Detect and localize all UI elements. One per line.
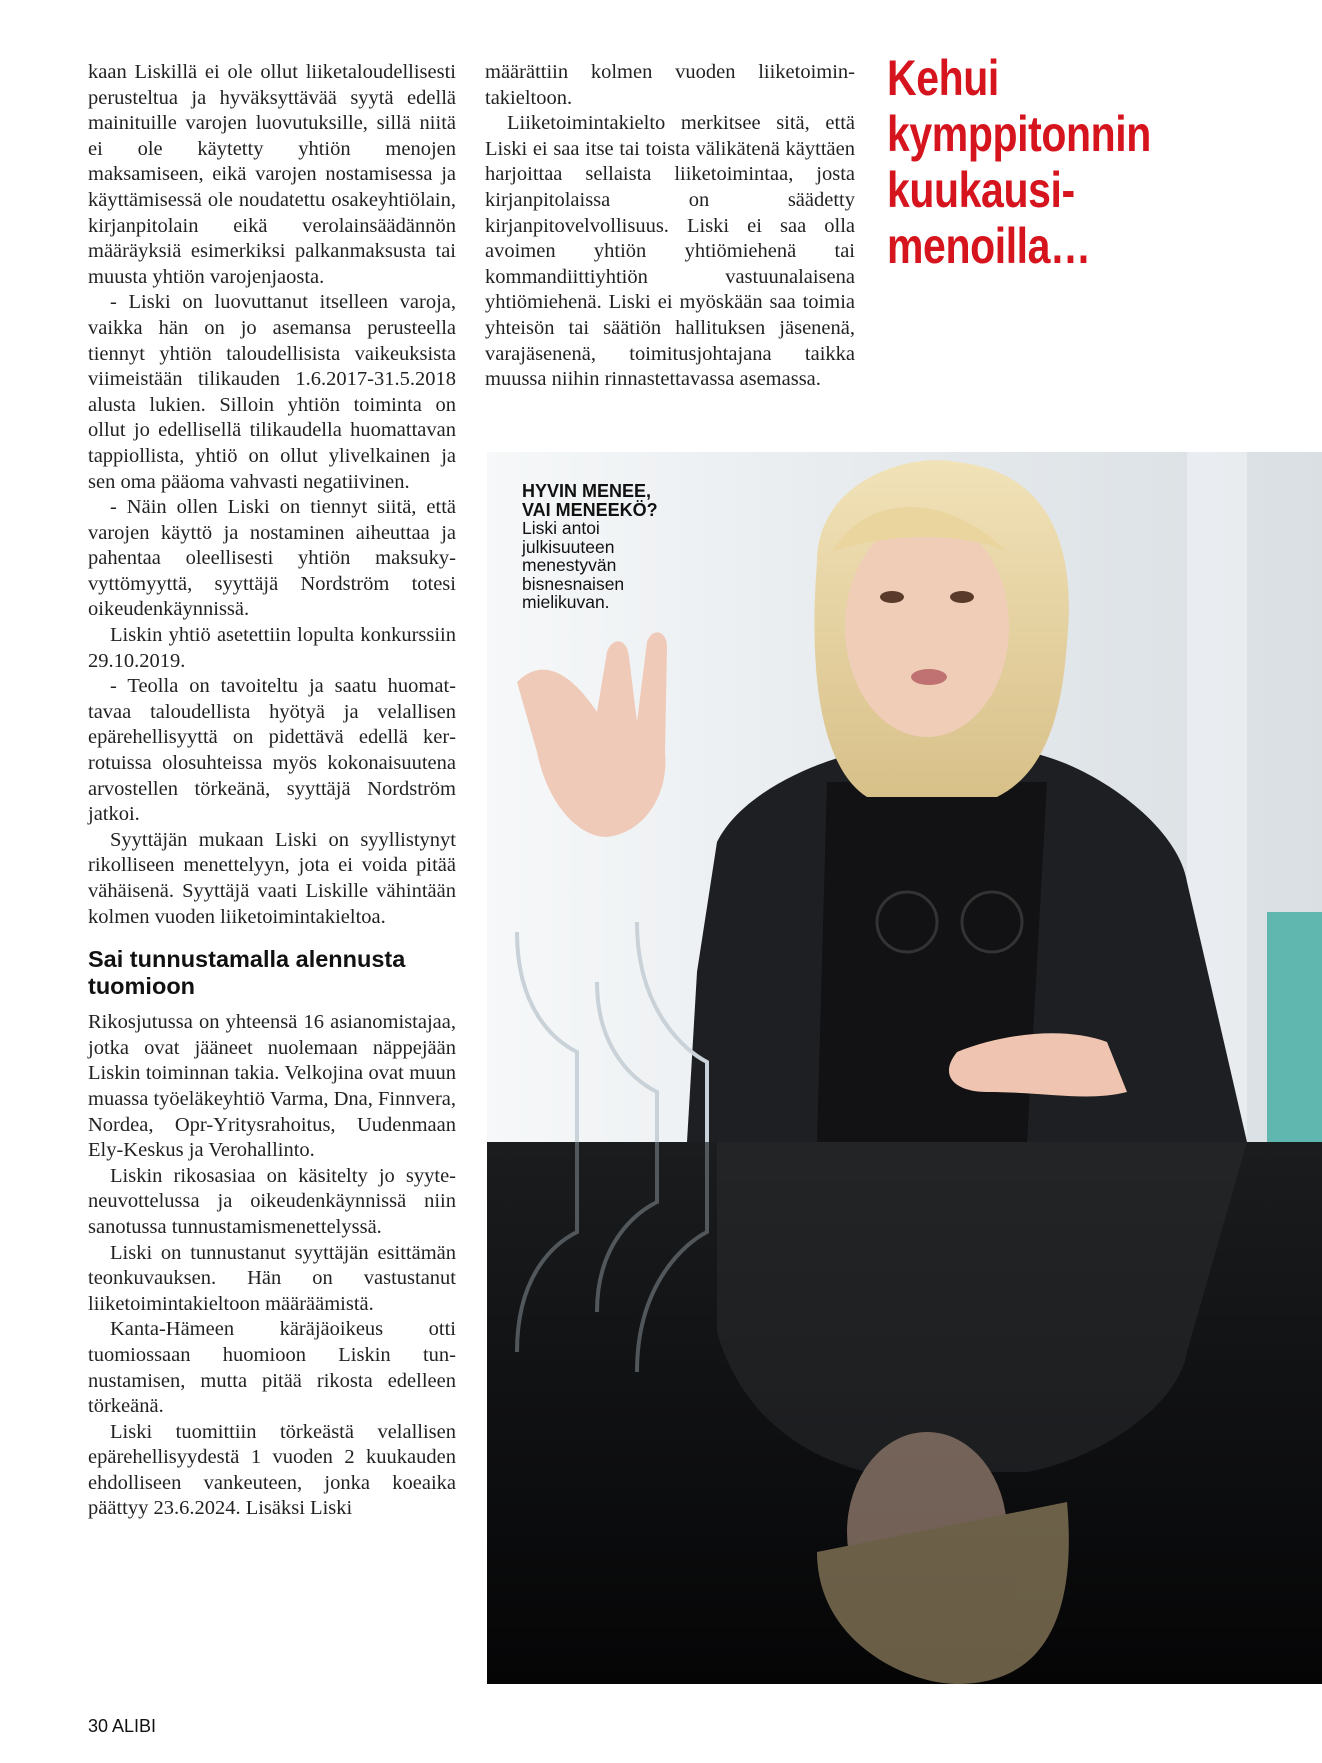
caption-body-line: bisnesnaisen: [522, 573, 625, 594]
face: [845, 517, 1009, 737]
headline-line: Kehui: [887, 50, 999, 106]
body-paragraph: - Teolla on tavoiteltu ja saatu huomattavaa taloudellista hyötyä ja velallisen epärehellisyyttä on pidettävä edellä kerrotuissa olosuhteissa myös kokonaisuutena arvostellen törkeänä, syyttäjä Nordström jatkoi.: [88, 675, 456, 826]
article-column-2: [485, 60, 855, 393]
portrait-photo: [487, 452, 1322, 1684]
caption-title-line: HYVIN MENEE,: [522, 481, 652, 501]
photo-caption: [522, 482, 692, 612]
body-paragraph: määrättiin kolmen vuoden liiketoimintakieltoon.: [485, 61, 855, 109]
caption-title-line: VAI MENEEKÖ?: [522, 499, 658, 520]
headline: [887, 50, 1231, 274]
body-paragraph: Rikosjutussa on yhteensä 16 asianomistajaa, jotka ovat jääneet nuolemaan näppejään Liskin toiminnan takia. Velkojina ovat muun muassa työeläkeyhtiö Varma, Dna, Finnvera, Nordea, Opr-Yritysrahoitus, Uudenmaan Ely-Keskus ja Verohallinto.: [88, 1011, 456, 1162]
subheading: Sai tunnustamalla alennusta tuomioon: [88, 946, 406, 1000]
headline-line: menoilla…: [887, 218, 1091, 274]
headline-line: kymppitonnin: [887, 106, 1151, 162]
body-paragraph: Syyttäjän mukaan Liski on syyllistynyt rikolliseen menettelyyn, jota ei voida pitää vähäisenä. Syyttäjä vaati Liskille vähintään kolmen vuoden liiketoimintakieltoa.: [88, 828, 456, 928]
body-paragraph: kaan Liskillä ei ole ollut liiketaloudellisesti perusteltua ja hyväksyttävää syytä edellä mainituille varojen luovutuksille, sillä niitä ei ole käytetty yhtiön menojen maksamiseen, eikä varojen nostamisessa ja käyttämisessä ole noudatettu osakeyhtiölain, kirjanpitolain eikä verolainsäädännön määräyksiä esimerkiksi palkanmaksusta tai muusta yhtiön varojenjaosta.: [88, 61, 456, 288]
body-paragraph: Kanta-Hämeen käräjäoikeus otti tuomiossaan huomioon Liskin tunnustamisen, mutta pitää rikosta edelleen törkeänä.: [88, 1318, 456, 1418]
body-paragraph: Liiketoimintakielto merkitsee sitä, että Liski ei saa itse tai toista välikätenä käyttäen harjoittaa sellaista liiketoimintaa, josta kirjanpitolaissa on säädetty kirjanpitovelvollisuus. Liski ei saa olla avoimen yhtiön yhtiömiehenä tai kommandiittiyhtiön vastuunalaisena yhtiömiehenä. Liski ei myöskään saa toimia yhteisön tai säätiön hallituksen jäsenenä, varajäsenenä, toimitusjohtajana taikka muussa niihin rinnastettavassa asemassa.: [485, 112, 855, 391]
body-paragraph: Liski on tunnustanut syyttäjän esittämän teonkuvauksen. Hän on vastustanut liiketoimintakieltoon määräämistä.: [88, 1241, 456, 1315]
body-paragraph: - Näin ollen Liski on tiennyt siitä, että varojen käyttö ja nostaminen aiheuttaa ja pahentaa oleellisesti yhtiön maksukyvyttömyyttä, syyttäjä Nordström totesi oikeudenkäynnissä.: [88, 496, 456, 621]
caption-body-line: julkisuuteen: [522, 536, 615, 557]
caption-body-line: Liski antoi: [522, 518, 600, 538]
body-paragraph: Liskin rikosasiaa on käsitelty jo syyteneuvottelussa ja oikeudenkäynnissä niin sanotussa tunnustamismenettelyssä.: [88, 1164, 456, 1238]
body-paragraph: Liskin yhtiö asetettiin lopulta konkurssiin 29.10.2019.: [88, 624, 456, 672]
caption-body-line: mielikuvan.: [522, 592, 610, 612]
caption-body-line: menestyvän: [522, 555, 617, 575]
page-folio: 30 ALIBI: [88, 1716, 157, 1736]
article-column-1: [88, 60, 456, 1522]
body-paragraph: Liski tuomittiin törkeästä velallisen epärehellisyydestä 1 vuoden 2 kuukauden ehdolliseen vankeuteen, jonka koeaika päättyy 23.6.2024. Lisäksi Liski: [88, 1420, 456, 1520]
body-paragraph: - Liski on luovuttanut itselleen varoja, vaikka hän on jo asemansa perusteella tiennyt yhtiön taloudellisista vaikeuksista viimeistään tilikauden 1.6.2017-31.5.2018 alusta lukien. Silloin yhtiön toiminta on ollut jo edellisellä tilikaudella huomattavan tappiollista, yhtiö on ollut ylivelkainen ja sen oma pääoma vahvasti negatiivinen.: [88, 291, 456, 493]
photo-illustration: [487, 452, 1322, 1684]
headline-line: kuukausi-: [887, 162, 1075, 218]
